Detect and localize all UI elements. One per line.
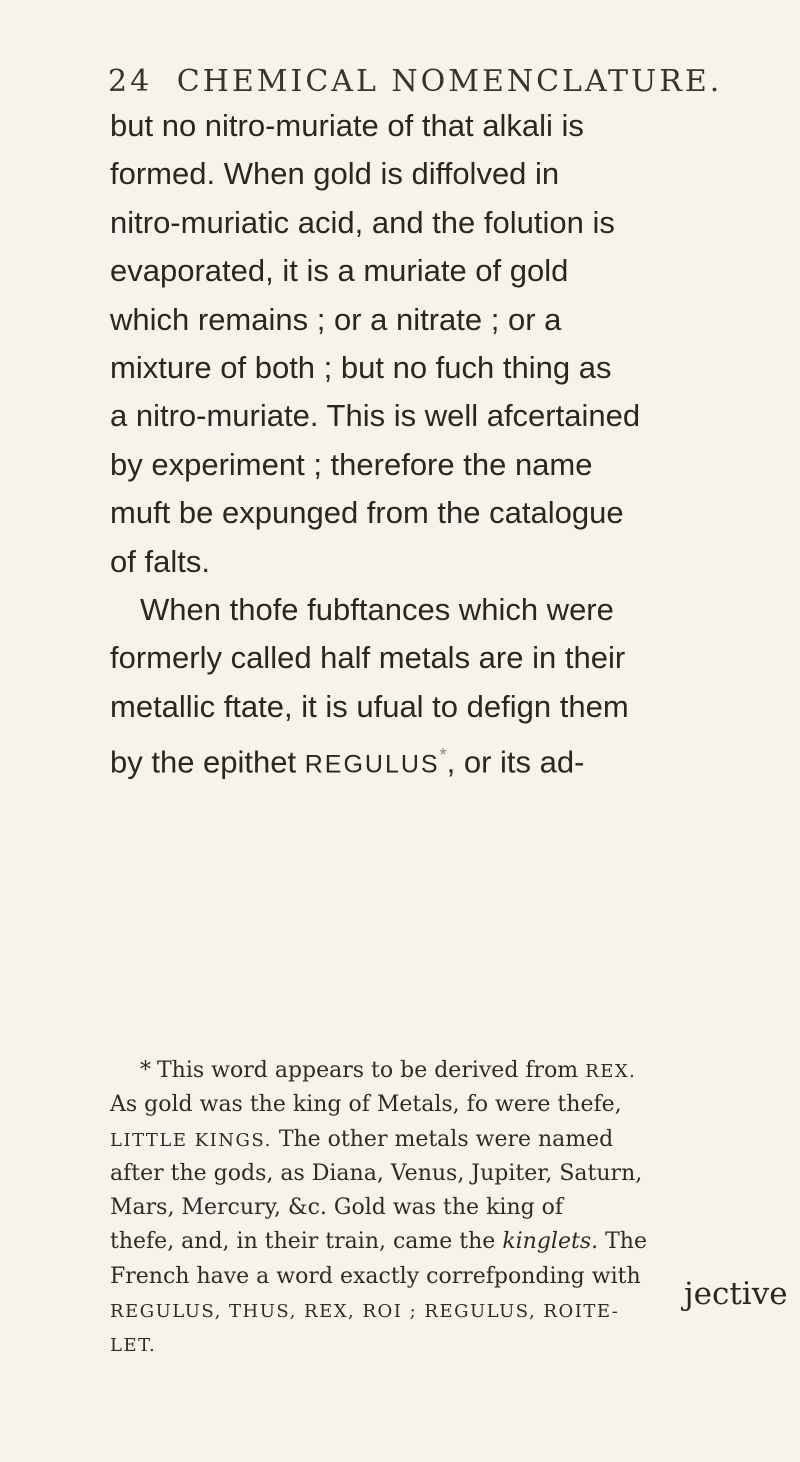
body-line: which remains ; or a nitrate ; or a: [110, 301, 562, 337]
body-line: muft be expunged from the catalogue: [110, 495, 624, 531]
footnote-marker: *: [140, 1058, 151, 1083]
body-line: mixture of both ; but no fuch thing as: [110, 349, 612, 385]
footnote-text-fragment: The other metals were named: [271, 1126, 614, 1152]
paragraph-start-line: When thofe fubftances which were: [140, 591, 614, 627]
body-text: [110, 102, 770, 779]
body-line: but no nitro-muriate of that alkali is: [110, 108, 584, 143]
footnote-line: French have a word exactly correfponding with: [110, 1263, 641, 1289]
body-line: formed. When gold is diffolved in: [110, 156, 560, 192]
running-title: CHEMICAL NOMENCLATURE.: [176, 64, 723, 99]
body-line: nitro-muriatic acid, and the folution is: [110, 204, 615, 240]
footnote-line: [110, 1054, 770, 1088]
footnote-smallcaps: LET.: [110, 1335, 157, 1357]
page-number: 24: [108, 64, 153, 99]
footnote: [110, 1054, 770, 1363]
footnote-line: Mars, Mercury, &c. Gold was the king of: [110, 1195, 564, 1221]
footnote-line: As gold was the king of Metals, fo were thefe,: [110, 1092, 622, 1118]
body-text-fragment: by the epithet: [110, 744, 305, 780]
body-line: a nitro-muriate. This is well afcertained: [110, 398, 641, 434]
footnote-text-fragment: This word appears to be derived from: [157, 1058, 586, 1083]
footnote-line: [110, 1328, 770, 1362]
body-text-fragment: , or its ad-: [446, 744, 585, 780]
footnote-line: [110, 1294, 770, 1328]
body-line: evaporated, it is a muriate of gold: [110, 253, 569, 289]
body-line: metallic ftate, it is ufual to defign them: [110, 688, 629, 724]
footnote-line: [110, 1123, 770, 1157]
catchword: jective: [684, 1276, 788, 1312]
running-head: [108, 64, 722, 99]
body-line: formerly called half metals are in their: [110, 640, 626, 676]
footnote-smallcaps: LITTLE KINGS.: [110, 1129, 272, 1151]
footnote-text-fragment: thefe, and, in their train, came the: [110, 1229, 503, 1255]
body-line: by experiment ; therefore the name: [110, 446, 593, 482]
footnote-line: [110, 1225, 770, 1259]
footnote-line: after the gods, as Diana, Venus, Jupiter, Saturn,: [110, 1160, 643, 1186]
body-line-last: [110, 731, 770, 779]
footnote-reference-marker[interactable]: *: [439, 745, 447, 766]
footnote-smallcaps: REX.: [585, 1061, 637, 1082]
regulus-term: REGULUS: [304, 750, 440, 779]
footnote-text-fragment: The: [598, 1229, 647, 1255]
footnote-italic: kinglets.: [502, 1229, 599, 1255]
body-line: of falts.: [110, 543, 210, 579]
footnote-smallcaps: REGULUS, THUS, REX, ROI ; REGULUS, ROITE-: [110, 1301, 620, 1323]
